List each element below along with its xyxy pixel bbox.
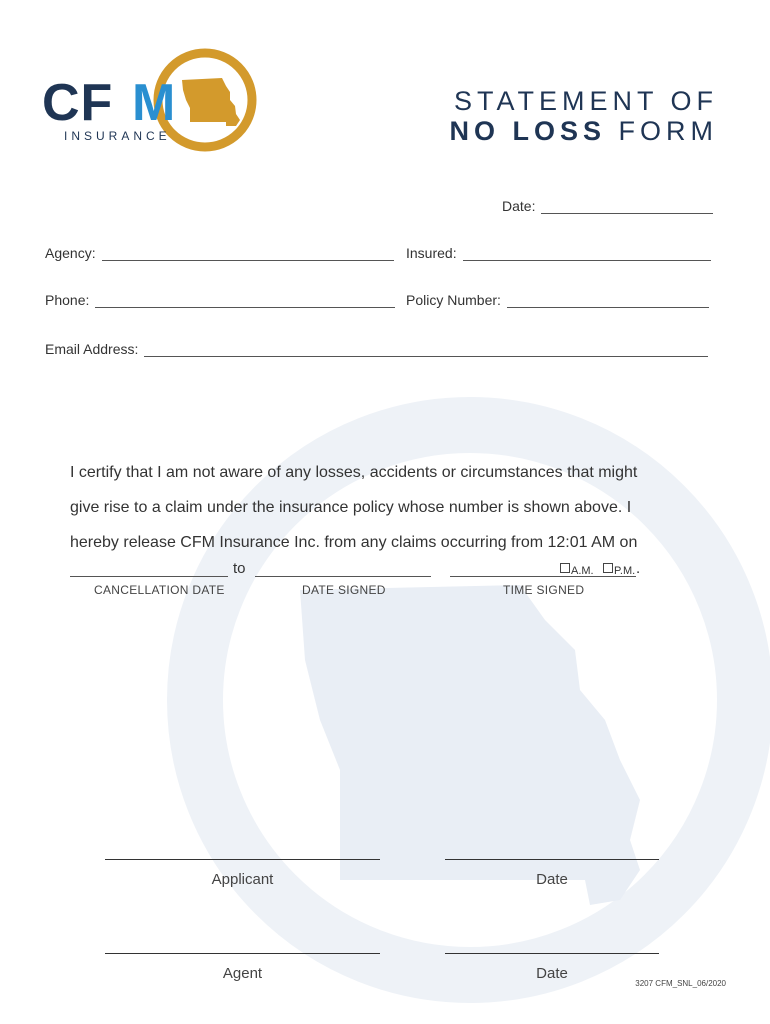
- cancellation-date-line[interactable]: [70, 576, 228, 577]
- form-title-line2: [449, 116, 718, 147]
- agency-field[interactable]: [45, 245, 394, 261]
- agent-date-line[interactable]: [445, 953, 659, 954]
- cert-line-1: I certify that I am not aware of any losses, accidents or circumstances that might: [70, 464, 638, 481]
- agency-label: Agency:: [45, 245, 96, 261]
- applicant-label: Applicant: [211, 871, 274, 888]
- period-mark: .: [636, 560, 641, 577]
- applicant-date-label: Date: [536, 871, 568, 888]
- date-signed-caption: DATE SIGNED: [302, 583, 386, 597]
- form-title-light: FORM: [618, 116, 718, 146]
- agency-input-line[interactable]: [102, 246, 394, 261]
- phone-input-line[interactable]: [95, 293, 395, 308]
- insured-label: Insured:: [406, 245, 457, 261]
- date-input-line[interactable]: [541, 199, 713, 214]
- logo-text: CF: [42, 74, 114, 132]
- phone-label: Phone:: [45, 292, 90, 308]
- applicant-date-line[interactable]: [445, 859, 659, 860]
- cert-line-3: hereby release CFM Insurance Inc. from any claims occurring from 12:01 AM on: [70, 534, 638, 551]
- agent-date-label: Date: [536, 965, 568, 982]
- email-input-line[interactable]: [144, 342, 708, 357]
- to-word: to: [233, 560, 246, 577]
- logo-subtext: INSURANCE: [64, 129, 171, 143]
- date-field[interactable]: [502, 198, 713, 214]
- insured-field[interactable]: [406, 245, 711, 261]
- time-signed-caption: TIME SIGNED: [503, 583, 585, 597]
- cancellation-date-caption: CANCELLATION DATE: [94, 583, 225, 597]
- agent-signature-line[interactable]: [105, 953, 380, 954]
- pm-label: P.M.: [614, 565, 636, 577]
- date-label: Date:: [502, 198, 536, 214]
- policy-number-label: Policy Number:: [406, 292, 501, 308]
- form-code: 3207 CFM_SNL_06/2020: [635, 979, 726, 988]
- agent-label: Agent: [222, 965, 263, 982]
- email-field[interactable]: [45, 341, 708, 357]
- form-title-bold: NO LOSS: [449, 116, 606, 146]
- missouri-state-icon: [182, 78, 240, 126]
- cfm-insurance-logo: [40, 44, 270, 156]
- insured-input-line[interactable]: [463, 246, 711, 261]
- policy-number-field[interactable]: [406, 292, 709, 308]
- am-checkbox[interactable]: [560, 563, 570, 573]
- certification-text: [70, 455, 710, 560]
- date-signed-line[interactable]: [255, 576, 431, 577]
- pm-checkbox-group[interactable]: [603, 563, 635, 577]
- phone-field[interactable]: [45, 292, 395, 308]
- logo-text-m: M: [132, 74, 176, 132]
- am-checkbox-group[interactable]: [560, 563, 594, 577]
- email-label: Email Address:: [45, 341, 139, 357]
- form-title-line1: STATEMENT OF: [453, 86, 718, 116]
- applicant-signature-line[interactable]: [105, 859, 380, 860]
- missouri-watermark-shape: [300, 585, 640, 905]
- pm-checkbox[interactable]: [603, 563, 613, 573]
- policy-number-input-line[interactable]: [507, 293, 709, 308]
- cert-line-2: give rise to a claim under the insurance policy whose number is shown above. I: [70, 499, 632, 516]
- am-label: A.M.: [571, 565, 594, 577]
